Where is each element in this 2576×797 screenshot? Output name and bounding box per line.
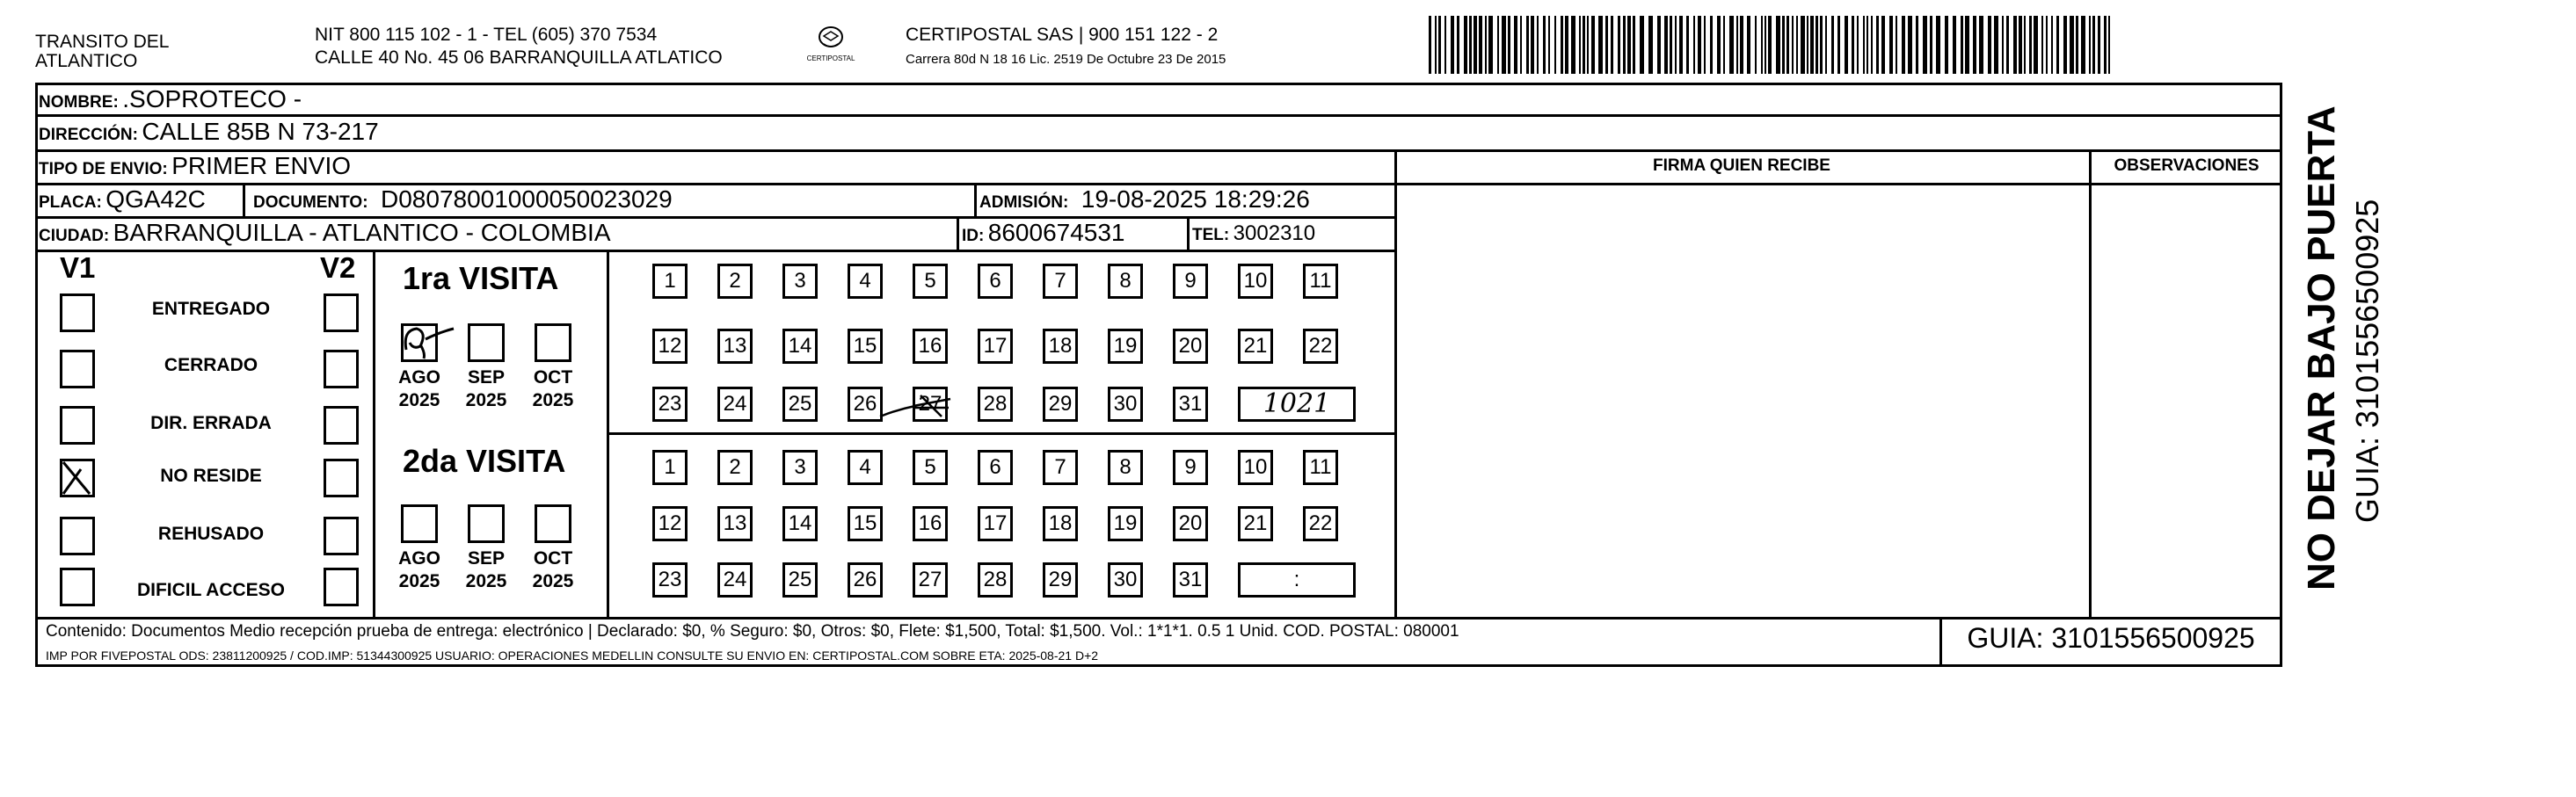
barcode-bar xyxy=(1863,16,1865,74)
barcode-bar xyxy=(1896,16,1897,74)
barcode-bar xyxy=(1623,16,1626,74)
documento-row xyxy=(253,185,673,214)
barcode-bar xyxy=(1837,16,1840,74)
barcode-bar xyxy=(1670,16,1672,74)
placa-value: QGA42C xyxy=(106,185,206,213)
org-address-line: CALLE 40 No. 45 06 BARRANQUILLA ATLATICO xyxy=(315,47,723,68)
divider xyxy=(607,250,609,617)
tipo-envio-label: TIPO DE ENVIO: xyxy=(39,160,168,178)
barcode-bar xyxy=(1444,16,1446,74)
first-visit-day-box[interactable]: 2 xyxy=(717,264,753,299)
barcode-bar xyxy=(1923,16,1927,74)
barcode-bar xyxy=(1485,16,1487,74)
second-visit-day-box[interactable]: 1 xyxy=(652,450,688,485)
barcode-bar xyxy=(1867,16,1868,74)
barcode-bar xyxy=(2056,16,2059,74)
barcode-bar xyxy=(1831,16,1834,74)
barcode-bar xyxy=(1451,16,1454,74)
first-visit-day-box[interactable]: 9 xyxy=(1173,264,1208,299)
first-visit-day-box[interactable]: 23 xyxy=(652,387,688,422)
signature-area[interactable] xyxy=(1398,186,2087,615)
barcode-bar xyxy=(2041,16,2043,74)
direccion-label: DIRECCIÓN: xyxy=(39,126,138,144)
tel-value: 3002310 xyxy=(1233,221,1316,245)
first-visit-day-box[interactable]: 16 xyxy=(913,329,948,364)
barcode-bar xyxy=(1908,16,1912,74)
barcode-bar xyxy=(1679,16,1683,74)
barcode-bar xyxy=(2046,16,2048,74)
direccion-row xyxy=(39,118,379,146)
first-visit-day-box[interactable]: 11 xyxy=(1303,264,1338,299)
barcode-bar xyxy=(1693,16,1695,74)
barcode-bar xyxy=(1514,16,1517,74)
first-visit-day-box[interactable]: 20 xyxy=(1173,329,1208,364)
nombre-label: NOMBRE: xyxy=(39,93,119,112)
barcode-bar xyxy=(2081,16,2085,74)
first-visit-day-box[interactable]: 30 xyxy=(1108,387,1143,422)
barcode-bar xyxy=(1801,16,1805,74)
v1-checkbox[interactable] xyxy=(60,293,95,332)
check-mark-icon xyxy=(60,459,95,497)
barcode-bar xyxy=(1605,16,1608,74)
barcode-bar xyxy=(1930,16,1932,74)
barcode-bar xyxy=(2108,16,2110,74)
barcode-bar xyxy=(1889,16,1893,74)
tipo-envio-value: PRIMER ENVIO xyxy=(171,152,352,179)
status-label: DIR. ERRADA xyxy=(150,413,272,433)
barcode-bar xyxy=(1825,16,1827,74)
barcode-bar xyxy=(2002,16,2004,74)
barcode-bar xyxy=(1988,16,1991,74)
barcode-bar xyxy=(2098,16,2100,74)
barcode-bar xyxy=(1611,16,1613,74)
barcode-bar xyxy=(1945,16,1948,74)
divider xyxy=(974,183,977,216)
barcode-bar xyxy=(2063,16,2067,74)
barcode-bar xyxy=(1469,16,1472,74)
first-visit-day-box[interactable]: 26 xyxy=(848,387,883,422)
barcode-bar xyxy=(1852,16,1854,74)
admision-value: 19-08-2025 18:29:26 xyxy=(1081,185,1310,213)
first-visit-day-box[interactable]: 21 xyxy=(1238,329,1273,364)
barcode-bar xyxy=(1881,16,1885,74)
first-visit-day-box[interactable]: 19 xyxy=(1108,329,1143,364)
barcode-bar xyxy=(1776,16,1780,74)
month-label: OCT xyxy=(533,367,573,388)
direccion-value: CALLE 85B N 73-217 xyxy=(142,118,379,145)
barcode-bar xyxy=(1502,16,1506,74)
observaciones-header: OBSERVACIONES xyxy=(2114,156,2259,175)
license-line: Carrera 80d N 18 16 Lic. 2519 De Octubre 23 De 2015 xyxy=(906,52,1226,67)
barcode-bar xyxy=(1755,16,1757,74)
divider xyxy=(373,250,375,617)
barcode-bar xyxy=(1782,16,1785,74)
barcode-bar xyxy=(1792,16,1794,74)
barcode-bar xyxy=(2070,16,2074,74)
second-visit-day-box[interactable]: 28 xyxy=(978,562,1013,598)
v2-checkbox[interactable] xyxy=(324,293,359,332)
barcode-bar xyxy=(1761,16,1763,74)
second-visit-day-box[interactable]: 5 xyxy=(913,450,948,485)
barcode-bar xyxy=(1704,16,1706,74)
second-visit-day-box[interactable]: 29 xyxy=(1043,562,1078,598)
second-visit-day-box[interactable]: 8 xyxy=(1108,450,1143,485)
second-visit-day-box[interactable]: 25 xyxy=(782,562,818,598)
second-visit-day-box[interactable]: 3 xyxy=(782,450,818,485)
v1-header: V1 xyxy=(60,251,96,284)
barcode-bar xyxy=(1979,16,1983,74)
barcode-bar xyxy=(2024,16,2026,74)
year-label: 2025 xyxy=(398,390,440,410)
barcode-bar xyxy=(1657,16,1661,74)
first-visit-day-box[interactable]: 4 xyxy=(848,264,883,299)
status-label: ENTREGADO xyxy=(151,299,271,319)
nombre-row xyxy=(39,85,302,113)
barcode-bar xyxy=(1554,16,1556,74)
second-visit-day-box[interactable]: 16 xyxy=(913,506,948,541)
documento-label: DOCUMENTO: xyxy=(253,193,368,212)
second-visit-day-box[interactable]: 23 xyxy=(652,562,688,598)
second-visit-day-box[interactable]: 7 xyxy=(1043,450,1078,485)
status-label: DIFICIL ACCESO xyxy=(136,580,285,600)
barcode-bar xyxy=(1531,16,1534,74)
month-label: AGO xyxy=(398,367,440,388)
second-visit-day-box[interactable]: 6 xyxy=(978,450,1013,485)
firma-header: FIRMA QUIEN RECIBE xyxy=(1653,156,1830,175)
barcode-bar xyxy=(1747,16,1750,74)
placa-row xyxy=(39,185,206,214)
barcode-bar xyxy=(1583,16,1585,74)
second-visit-day-box[interactable]: 18 xyxy=(1043,506,1078,541)
status-label: REHUSADO xyxy=(157,524,265,544)
divider xyxy=(35,149,2282,152)
first-visit-day-box[interactable]: 13 xyxy=(717,329,753,364)
observations-area[interactable] xyxy=(2092,186,2281,615)
handwritten-mark-icon xyxy=(401,323,462,362)
year-label: 2025 xyxy=(465,390,507,410)
barcode-bar xyxy=(1543,16,1546,74)
documento-value: D08078001000050023029 xyxy=(381,185,673,213)
barcode-bar xyxy=(1686,16,1689,74)
first-visit-day-box[interactable]: 29 xyxy=(1043,387,1078,422)
second-visit-day-box[interactable]: 30 xyxy=(1108,562,1143,598)
month-label: OCT xyxy=(533,548,573,569)
barcode-bar xyxy=(1723,16,1725,74)
divider xyxy=(957,216,959,250)
first-visit-day-box[interactable]: 18 xyxy=(1043,329,1078,364)
first-visit-day-box[interactable]: 7 xyxy=(1043,264,1078,299)
second-visit-day-box[interactable]: 22 xyxy=(1303,506,1338,541)
divider xyxy=(1396,183,2282,185)
barcode-bar xyxy=(1640,16,1644,74)
admision-label: ADMISIÓN: xyxy=(979,193,1069,212)
barcode-bar xyxy=(1871,16,1873,74)
v2-checkbox[interactable] xyxy=(324,517,359,555)
barcode-bar xyxy=(1429,16,1431,74)
second-visit-month-box[interactable] xyxy=(401,504,438,543)
barcode-bar xyxy=(1561,16,1563,74)
barcode-bar xyxy=(1729,16,1734,74)
barcode-bar xyxy=(1965,16,1969,74)
barcode-bar xyxy=(1435,16,1437,74)
second-visit-day-box[interactable]: 14 xyxy=(782,506,818,541)
divider xyxy=(1187,216,1190,250)
barcode-bar xyxy=(1633,16,1635,74)
barcode-bar xyxy=(1508,16,1510,74)
barcode-bar xyxy=(1488,16,1493,74)
barcode-bar xyxy=(2006,16,2009,74)
first-visit-day-box[interactable]: 24 xyxy=(717,387,753,422)
barcode-bar xyxy=(1768,16,1772,74)
tel-label: TEL: xyxy=(1192,226,1230,244)
barcode-bar xyxy=(1479,16,1482,74)
certipostal-logo xyxy=(804,21,857,74)
divider xyxy=(35,250,1396,252)
v2-checkbox[interactable] xyxy=(324,568,359,606)
barcode-bar xyxy=(1816,16,1818,74)
second-visit-day-box[interactable]: 11 xyxy=(1303,450,1338,485)
barcode-bar xyxy=(1807,16,1808,74)
v1-checkbox[interactable] xyxy=(60,350,95,388)
first-visit-day-box[interactable]: 28 xyxy=(978,387,1013,422)
barcode-bar xyxy=(1994,16,1998,74)
v1-checkbox[interactable] xyxy=(60,568,95,606)
ciudad-value: BARRANQUILLA - ATLANTICO - COLOMBIA xyxy=(113,219,611,246)
barcode-bar xyxy=(1648,16,1653,74)
second-visit-day-box[interactable]: 2 xyxy=(717,450,753,485)
first-visit-day-box[interactable]: 25 xyxy=(782,387,818,422)
barcode-bar xyxy=(1786,16,1789,74)
footer-guia: GUIA: 3101556500925 xyxy=(1967,622,2255,654)
second-visit-day-box[interactable]: 21 xyxy=(1238,506,1273,541)
barcode-bar xyxy=(1537,16,1539,74)
barcode-bar xyxy=(1675,16,1677,74)
v1-checkbox[interactable] xyxy=(60,406,95,445)
year-label: 2025 xyxy=(398,571,440,591)
barcode-bar xyxy=(2089,16,2091,74)
org-name-line2: ATLANTICO xyxy=(35,51,138,71)
second-visit-day-box[interactable]: 24 xyxy=(717,562,753,598)
first-visit-month-box[interactable] xyxy=(468,323,505,362)
barcode-bar xyxy=(2029,16,2032,74)
tel-row xyxy=(1192,221,1315,246)
v1-checkbox[interactable] xyxy=(60,459,95,497)
first-visit-day-box[interactable]: 31 xyxy=(1173,387,1208,422)
barcode-bar xyxy=(1717,16,1721,74)
barcode-bar xyxy=(2104,16,2107,74)
tipo-envio-row xyxy=(39,152,351,180)
v2-checkbox[interactable] xyxy=(324,350,359,388)
second-visit-day-box[interactable]: 4 xyxy=(848,450,883,485)
divider xyxy=(2089,149,2092,617)
barcode-bar xyxy=(1961,16,1963,74)
certipostal-logo-icon xyxy=(804,21,857,74)
ciudad-label: CIUDAD: xyxy=(39,227,110,245)
second-visit-day-box[interactable]: 10 xyxy=(1238,450,1273,485)
barcode-bar xyxy=(1438,16,1441,74)
barcode-bar xyxy=(1598,16,1603,74)
barcode-bar xyxy=(2019,16,2022,74)
year-label: 2025 xyxy=(465,571,507,591)
barcode-bar xyxy=(1627,16,1631,74)
second-visit-day-box[interactable]: 31 xyxy=(1173,562,1208,598)
barcode-bar xyxy=(1520,16,1522,74)
barcode xyxy=(1429,16,2114,74)
first-visit-day-box[interactable]: 15 xyxy=(848,329,883,364)
barcode-bar xyxy=(1664,16,1668,74)
barcode-bar xyxy=(1740,16,1743,74)
first-visit-day-box[interactable]: 12 xyxy=(652,329,688,364)
v2-checkbox[interactable] xyxy=(324,406,359,445)
barcode-bar xyxy=(2051,16,2053,74)
barcode-bar xyxy=(1457,16,1459,74)
barcode-bar xyxy=(1765,16,1766,74)
footer-print-info: IMP POR FIVEPOSTAL ODS: 23811200925 / COD.IMP: 51344300925 USUARIO: OPERACIONES MEDELLIN CONSULTE SU ENVIO EN: CERTIPOSTAL.COM SOBRE ETA: 2025-08-21 D+2 xyxy=(46,648,1099,663)
divider xyxy=(1394,149,1397,617)
side-warning: NO DEJAR BAJO PUERTA xyxy=(2300,105,2343,591)
second-visit-day-box[interactable]: 17 xyxy=(978,506,1013,541)
v2-checkbox[interactable] xyxy=(324,459,359,497)
first-visit-day-box[interactable]: 17 xyxy=(978,329,1013,364)
company-line: CERTIPOSTAL SAS | 900 151 122 - 2 xyxy=(906,25,1219,45)
first-visit-time-box[interactable]: 1021 xyxy=(1238,387,1356,422)
second-visit-title: 2da VISITA xyxy=(403,443,566,479)
barcode-bar xyxy=(1698,16,1701,74)
status-label: NO RESIDE xyxy=(160,466,262,486)
admision-row xyxy=(979,185,1310,214)
barcode-bar xyxy=(1796,16,1798,74)
second-visit-day-box[interactable]: 27 xyxy=(913,562,948,598)
barcode-bar xyxy=(1497,16,1499,74)
barcode-bar xyxy=(1936,16,1940,74)
barcode-bar xyxy=(1845,16,1848,74)
first-visit-day-box[interactable]: 14 xyxy=(782,329,818,364)
year-label: 2025 xyxy=(532,571,574,591)
barcode-bar xyxy=(1565,16,1568,74)
certipostal-logo-text: CERTIPOSTAL xyxy=(806,54,855,62)
id-label: ID: xyxy=(962,227,985,245)
barcode-bar xyxy=(1571,16,1575,74)
first-visit-month-box[interactable] xyxy=(535,323,571,362)
first-visit-day-box[interactable]: 10 xyxy=(1238,264,1273,299)
second-visit-month-box[interactable] xyxy=(468,504,505,543)
barcode-bar xyxy=(2013,16,2017,74)
barcode-bar xyxy=(1820,16,1823,74)
first-visit-title: 1ra VISITA xyxy=(403,260,559,296)
ciudad-row xyxy=(39,219,611,247)
barcode-bar xyxy=(1953,16,1956,74)
second-visit-day-box[interactable]: 9 xyxy=(1173,450,1208,485)
placa-label: PLACA: xyxy=(39,193,102,212)
strike-mark-icon xyxy=(880,387,977,422)
first-visit-day-box[interactable]: 6 xyxy=(978,264,1013,299)
first-visit-day-box[interactable]: 22 xyxy=(1303,329,1338,364)
barcode-bar xyxy=(1810,16,1814,74)
first-visit-day-box[interactable]: 5 xyxy=(913,264,948,299)
first-visit-day-box[interactable]: 3 xyxy=(782,264,818,299)
barcode-bar xyxy=(1710,16,1713,74)
year-label: 2025 xyxy=(532,390,574,410)
month-label: AGO xyxy=(398,548,440,569)
divider xyxy=(35,114,2282,117)
status-label: CERRADO xyxy=(164,355,258,375)
first-visit-day-box[interactable]: 8 xyxy=(1108,264,1143,299)
second-visit-day-box[interactable]: 19 xyxy=(1108,506,1143,541)
nit-line: NIT 800 115 102 - 1 - TEL (605) 370 7534 xyxy=(315,25,658,45)
org-name-line1: TRANSITO DEL xyxy=(35,32,170,52)
barcode-bar xyxy=(1548,16,1550,74)
second-visit-month-box[interactable] xyxy=(535,504,571,543)
divider xyxy=(243,183,245,216)
barcode-bar xyxy=(1902,16,1905,74)
barcode-bar xyxy=(1973,16,1976,74)
month-label: SEP xyxy=(467,367,506,388)
barcode-bar xyxy=(1526,16,1529,74)
barcode-bar xyxy=(1464,16,1467,74)
id-value: 8600674531 xyxy=(987,219,1125,246)
barcode-bar xyxy=(2076,16,2078,74)
barcode-bar xyxy=(1736,16,1738,74)
barcode-bar xyxy=(1857,16,1859,74)
divider xyxy=(35,617,2282,619)
barcode-bar xyxy=(2034,16,2038,74)
second-visit-day-box[interactable]: 20 xyxy=(1173,506,1208,541)
barcode-bar xyxy=(2092,16,2095,74)
barcode-bar xyxy=(1876,16,1879,74)
barcode-bar xyxy=(1618,16,1620,74)
second-visit-day-box[interactable]: 12 xyxy=(652,506,688,541)
barcode-bar xyxy=(1591,16,1595,74)
barcode-bar xyxy=(1587,16,1589,74)
second-visit-time-box[interactable]: : xyxy=(1238,562,1356,598)
second-visit-day-box[interactable]: 26 xyxy=(848,562,883,598)
barcode-bar xyxy=(1474,16,1477,74)
footer-contents: Contenido: Documentos Medio recepción prueba de entrega: electrónico | Declarado: $0, % Seguro: $0, Otros: $0, Flete: $1,500, Total: $1,500. Vol.: 1*1*1. 0.5 1 Unid. COD. POSTAL: 080001 xyxy=(46,622,1459,641)
nombre-value: .SOPROTECO - xyxy=(122,85,302,112)
id-row xyxy=(962,219,1125,247)
v1-checkbox[interactable] xyxy=(60,517,95,555)
second-visit-day-box[interactable]: 15 xyxy=(848,506,883,541)
barcode-bar xyxy=(1916,16,1918,74)
month-label: SEP xyxy=(467,548,506,569)
first-visit-day-box[interactable] xyxy=(913,387,948,422)
v2-header: V2 xyxy=(320,251,356,284)
first-visit-day-box[interactable]: 1 xyxy=(652,264,688,299)
side-guia: GUIA: 3101556500925 xyxy=(2349,199,2385,523)
divider xyxy=(607,432,1396,435)
first-visit-month-box[interactable] xyxy=(401,323,438,362)
day-number: 27 xyxy=(918,392,942,416)
second-visit-day-box[interactable]: 13 xyxy=(717,506,753,541)
barcode-bar xyxy=(1579,16,1581,74)
